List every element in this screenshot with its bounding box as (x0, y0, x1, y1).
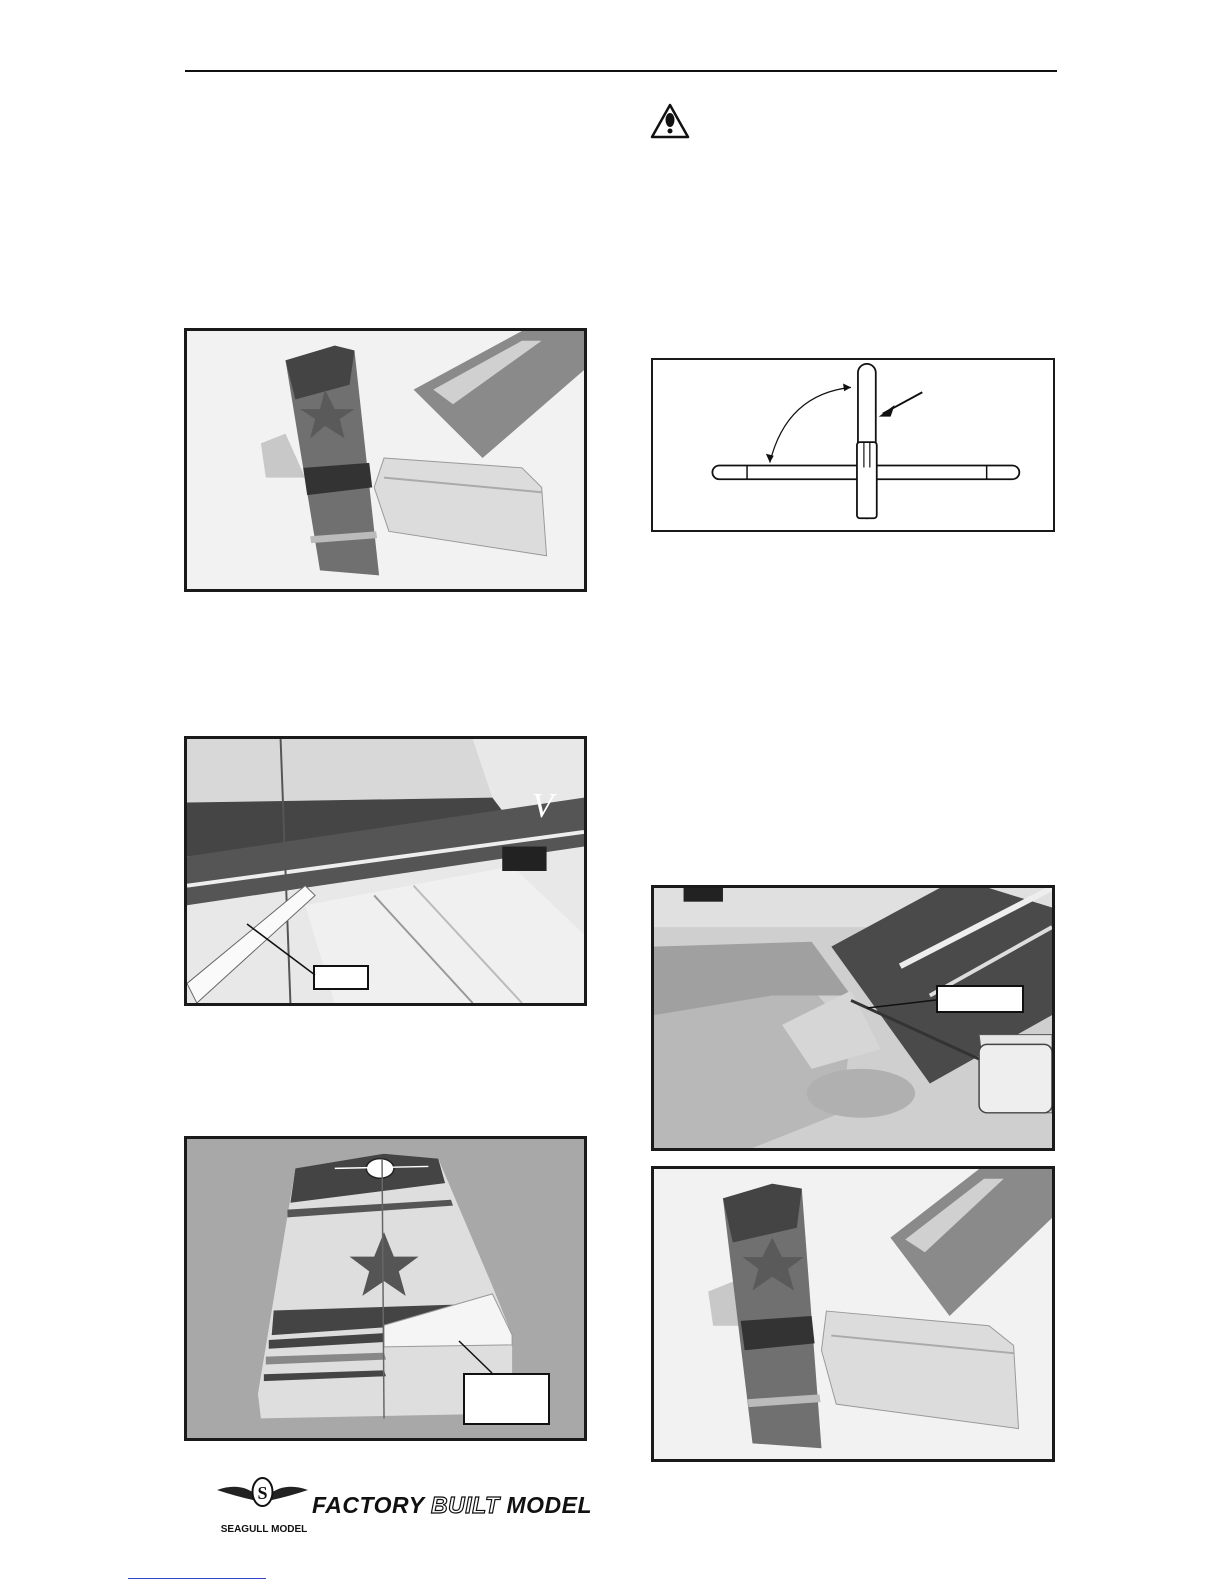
top-rule (185, 70, 1057, 72)
warning-icon (650, 103, 690, 139)
bottom-link-underline (128, 1578, 266, 1579)
photo-hinge-glue (184, 736, 587, 1006)
diagram-hinge-rotation (651, 358, 1055, 532)
photo-tail-assembled (184, 328, 587, 592)
svg-text:S: S (257, 1483, 268, 1503)
brand-part-2: BUILT (431, 1492, 500, 1518)
photo-tail-final (651, 1166, 1055, 1462)
footer-brand (312, 1492, 592, 1519)
callout-line (187, 739, 587, 1006)
photo-applying-glue (651, 885, 1055, 1151)
brand-part-1: FACTORY (312, 1492, 432, 1518)
brand-part-3: MODEL (499, 1492, 593, 1518)
svg-text:V: V (531, 786, 554, 826)
callout-line-3 (654, 888, 1055, 1151)
photo-vertical-fin (184, 1136, 587, 1441)
logo-text: SEAGULL MODEL (220, 1524, 308, 1535)
seagull-logo (215, 1472, 310, 1524)
callout-line-2 (187, 1139, 587, 1441)
